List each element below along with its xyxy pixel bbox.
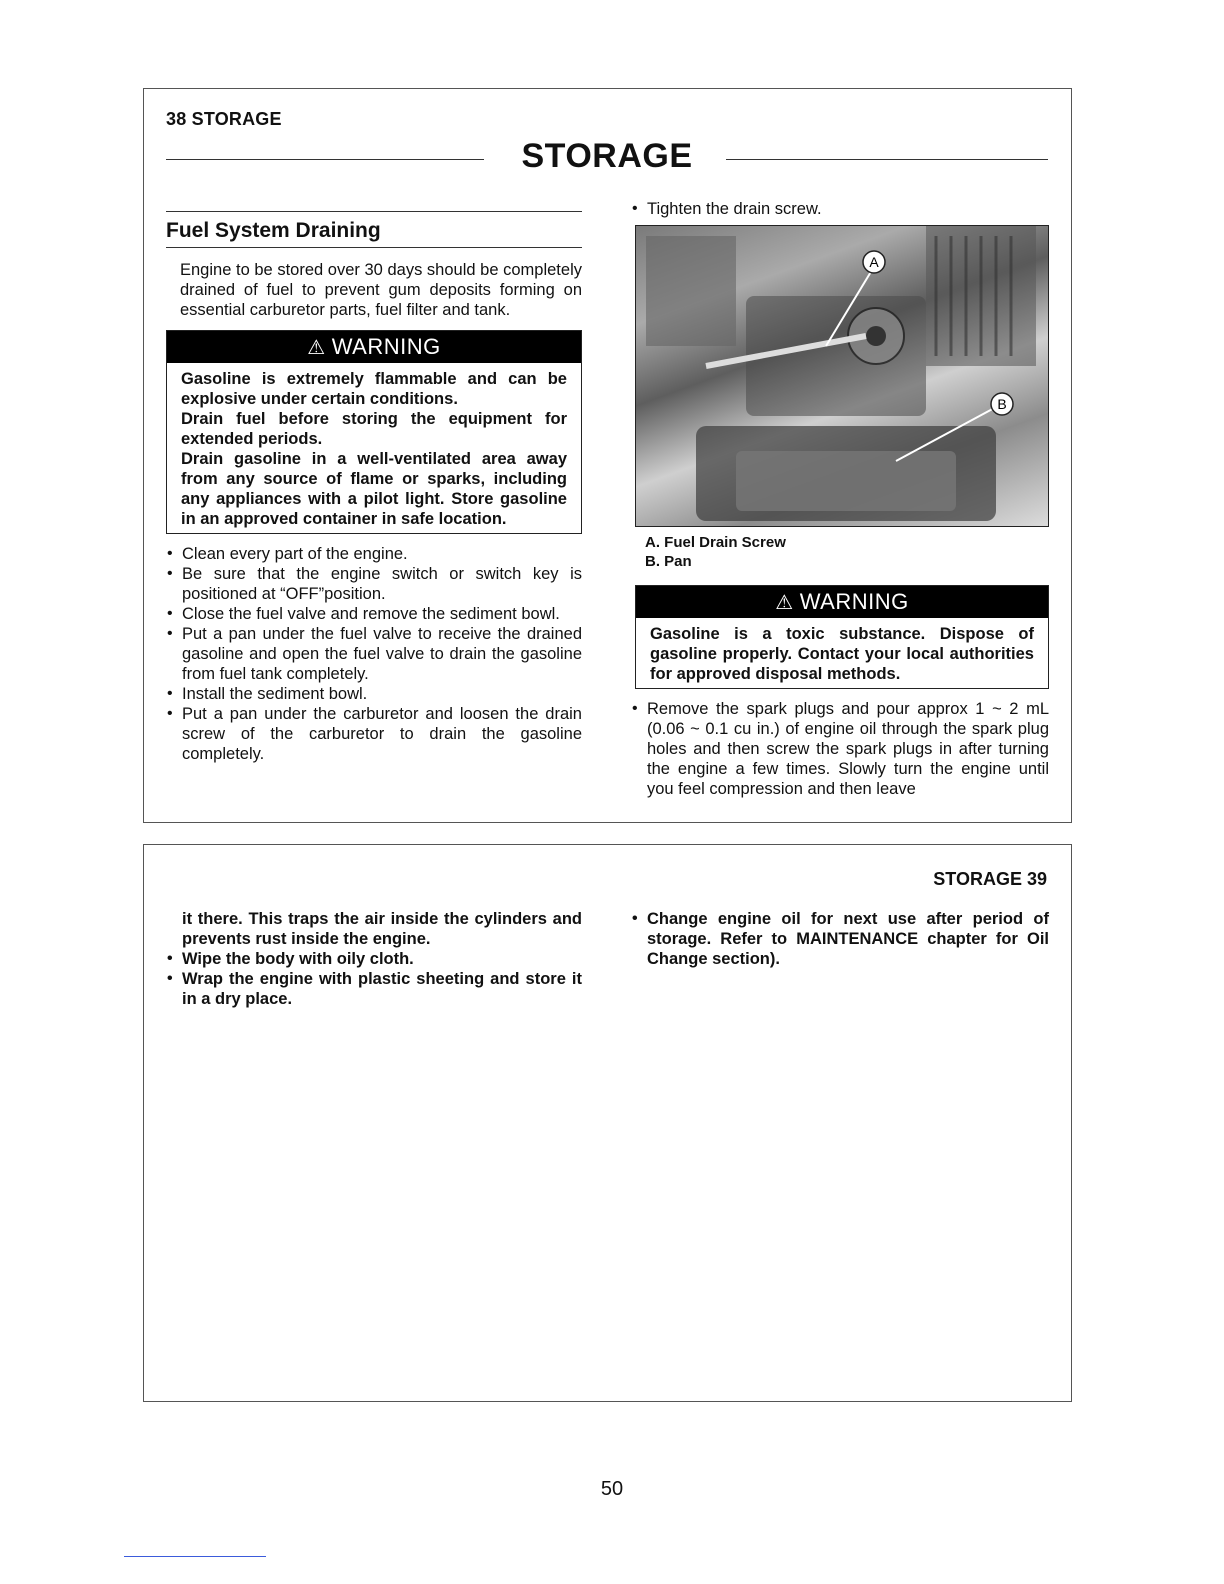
page-39-right-column — [631, 909, 1049, 969]
warning-body — [167, 363, 581, 533]
page-39-left-column — [166, 909, 582, 1009]
continued-paragraph: it there. This traps the air inside the cylinders and prevents rust inside the engine. — [182, 910, 582, 948]
carburetor-photo — [635, 225, 1049, 527]
left-column — [166, 199, 582, 764]
list-item: • Tighten the drain screw. — [631, 199, 1049, 219]
list-item: • Be sure that the engine switch or switch key is positioned at “OFF”position. — [166, 564, 582, 604]
warning-box-flammable — [166, 330, 582, 534]
page-39-header: STORAGE 39 — [933, 869, 1047, 889]
list-item: • Install the sediment bowl. — [166, 684, 582, 704]
list-item: • Clean every part of the engine. — [166, 544, 582, 564]
engine-illustration — [636, 226, 1049, 527]
list-item: • Remove the spark plugs and pour approx 1 ~ 2 mL (0.06 ~ 0.1 cu in.) of engine oil through the spark plug holes and then screw the spark plugs in after turning the engine a few times. Slowly turn the engine until you feel compression and then leave — [631, 699, 1049, 799]
right-bottom-bullet — [631, 699, 1049, 799]
footer-link-underline[interactable] — [124, 1556, 266, 1557]
list-item: • Wrap the engine with plastic sheeting and store it in a dry place. — [166, 969, 582, 1009]
warning-line: Gasoline is a toxic substance. Dispose of gasoline properly. Contact your local authorities for approved disposal methods. — [650, 625, 1034, 683]
warning-triangle-icon: ⚠ — [307, 337, 326, 359]
caption-line: A. Fuel Drain Screw — [645, 534, 786, 551]
page-39-right-bullets — [631, 909, 1049, 969]
warning-body — [636, 618, 1048, 688]
page-number: 50 — [600, 1478, 624, 1500]
list-item: • Wipe the body with oily cloth. — [166, 949, 582, 969]
page-38-panel — [143, 88, 1072, 823]
warning-line: Drain gasoline in a well-ventilated area away from any source of flame or sparks, including any appliances with a pilot light. Store gasoline in an approved container in safe location. — [181, 450, 567, 528]
warning-box-toxic — [635, 585, 1049, 689]
page-39-panel — [143, 844, 1072, 1402]
page-title: STORAGE — [515, 137, 698, 175]
right-column — [631, 199, 1049, 799]
left-bullet-list — [166, 544, 582, 764]
warning-label: WARNING — [331, 334, 441, 359]
page-39-left-bullets — [166, 949, 582, 1009]
list-item: • Put a pan under the fuel valve to receive the drained gasoline and open the fuel valve to drain the gasoline from fuel tank completely. — [166, 624, 582, 684]
intro-paragraph: Engine to be stored over 30 days should be completely drained of fuel to prevent gum deposits forming on essential carburetor parts, fuel filter and tank. — [180, 261, 582, 319]
photo-caption — [645, 533, 1049, 571]
warning-line: Drain fuel before storing the equipment for extended periods. — [181, 410, 567, 448]
warning-label: WARNING — [799, 589, 909, 614]
caption-line: B. Pan — [645, 553, 692, 570]
callout-b: B — [997, 396, 1007, 412]
warning-bar — [167, 331, 581, 363]
warning-line: Gasoline is extremely flammable and can be explosive under certain conditions. — [181, 370, 567, 408]
warning-triangle-icon: ⚠ — [775, 592, 794, 614]
list-item: • Close the fuel valve and remove the sediment bowl. — [166, 604, 582, 624]
page-38-header: 38 STORAGE — [166, 109, 282, 129]
right-top-bullet — [631, 199, 1049, 219]
warning-bar — [636, 586, 1048, 618]
list-item: • Change engine oil for next use after period of storage. Refer to MAINTENANCE chapter for Oil Change section). — [631, 909, 1049, 969]
section-heading: Fuel System Draining — [166, 211, 582, 248]
callout-a: A — [869, 254, 879, 270]
list-item: • Put a pan under the carburetor and loosen the drain screw of the carburetor to drain the gasoline completely. — [166, 704, 582, 764]
title-row — [166, 137, 1048, 181]
